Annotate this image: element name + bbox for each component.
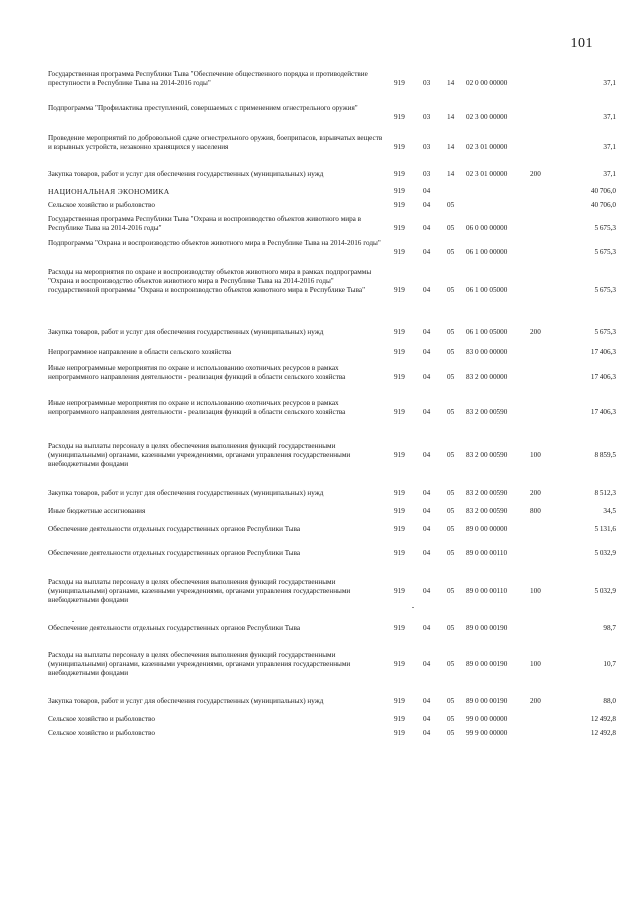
row-subsection-code: 05 bbox=[447, 507, 455, 515]
row-name: Иные непрограммные мероприятия по охране и использованию охотничьих ресурсов в рамках непрограммного направления деятельности - реализация функций в области сельского хозяйства bbox=[48, 364, 346, 381]
row-subsection-code: 05 bbox=[447, 549, 455, 557]
row-section-code: 04 bbox=[423, 328, 431, 336]
row-section-code: 04 bbox=[423, 286, 431, 294]
row-amount: 37,1 bbox=[603, 170, 616, 178]
row-subsection-code: 05 bbox=[447, 373, 455, 381]
row-target-article: 89 0 00 00110 bbox=[466, 549, 508, 557]
row-name: Закупка товаров, работ и услуг для обеспечения государственных (муниципальных) нужд bbox=[48, 489, 324, 497]
row-target-article: 02 3 01 00000 bbox=[466, 143, 508, 151]
row-section-code: 03 bbox=[423, 113, 431, 121]
row-ved-code: 919 bbox=[394, 224, 405, 232]
row-amount: 5 131,6 bbox=[594, 525, 616, 533]
row-section-code: 04 bbox=[423, 624, 431, 632]
row-ved-code: 919 bbox=[394, 187, 405, 195]
row-ved-code: 919 bbox=[394, 143, 405, 151]
row-section-code: 04 bbox=[423, 408, 431, 416]
row-target-article: 06 1 00 00000 bbox=[466, 248, 508, 256]
row-section-code: 04 bbox=[423, 729, 431, 737]
row-name: Закупка товаров, работ и услуг для обеспечения государственных (муниципальных) нужд bbox=[48, 170, 324, 178]
row-name: Иные непрограммные мероприятия по охране и использованию охотничьих ресурсов в рамках непрограммного направления деятельности - реализация функций в области сельского хозяйства bbox=[48, 399, 346, 416]
row-subsection-code: 05 bbox=[447, 660, 455, 668]
row-amount: 5 032,9 bbox=[594, 587, 616, 595]
row-expense-type: 200 bbox=[530, 328, 541, 336]
row-expense-type: 200 bbox=[530, 697, 541, 705]
row-name: Подпрограмма "Охрана и воспроизводство объектов животного мира в Республике Тыва на 2014-2016 годы" bbox=[48, 239, 381, 247]
row-name: Государственная программа Республики Тыва "Охрана и воспроизводство объектов животного мира в Республике Тыва на 2014-2016 годы" bbox=[48, 215, 362, 232]
row-target-article: 83 0 00 00000 bbox=[466, 348, 508, 356]
row-subsection-code: 05 bbox=[447, 729, 455, 737]
row-amount: 37,1 bbox=[603, 143, 616, 151]
row-ved-code: 919 bbox=[394, 286, 405, 294]
row-subsection-code: 05 bbox=[447, 624, 455, 632]
row-target-article: 83 2 00 00590 bbox=[466, 489, 508, 497]
row-name: Расходы на выплаты персоналу в целях обеспечения выполнения функций государственными (муниципальными) органами, казенными учреждениями, органами управления государственными внебюджетными фондами bbox=[48, 651, 351, 677]
row-name: Проведение мероприятий по добровольной сдаче огнестрельного оружия, боеприпасов, взрывчатых веществ и взрывных устройств, незаконно хранящихся у населения bbox=[48, 134, 383, 151]
row-amount: 5 675,3 bbox=[594, 286, 616, 294]
row-ved-code: 919 bbox=[394, 328, 405, 336]
row-name: Расходы на выплаты персоналу в целях обеспечения выполнения функций государственными (муниципальными) органами, казенными учреждениями, органами управления государственными внебюджетными фондами bbox=[48, 578, 351, 604]
row-amount: 98,7 bbox=[603, 624, 616, 632]
row-target-article: 89 0 00 00190 bbox=[466, 660, 508, 668]
row-target-article: 89 0 00 00190 bbox=[466, 624, 508, 632]
row-section-code: 03 bbox=[423, 143, 431, 151]
row-ved-code: 919 bbox=[394, 489, 405, 497]
row-subsection-code: 05 bbox=[447, 248, 455, 256]
row-amount: 17 406,3 bbox=[590, 348, 616, 356]
row-ved-code: 919 bbox=[394, 587, 405, 595]
row-amount: 12 492,8 bbox=[590, 715, 616, 723]
row-expense-type: 100 bbox=[530, 660, 541, 668]
row-ved-code: 919 bbox=[394, 373, 405, 381]
row-section-code: 04 bbox=[423, 587, 431, 595]
row-amount: 5 675,3 bbox=[594, 224, 616, 232]
row-subsection-code: 05 bbox=[447, 697, 455, 705]
row-amount: 8 512,3 bbox=[594, 489, 616, 497]
row-target-article: 89 0 00 00110 bbox=[466, 587, 508, 595]
row-amount: 8 859,5 bbox=[594, 451, 616, 459]
row-section-code: 03 bbox=[423, 170, 431, 178]
page-number: 101 bbox=[570, 36, 593, 51]
row-target-article: 83 2 00 00590 bbox=[466, 408, 508, 416]
row-subsection-code: 14 bbox=[447, 79, 455, 87]
row-section-code: 04 bbox=[423, 507, 431, 515]
row-name: Расходы на мероприятия по охране и воспроизводству объектов животного мира в рамках подпрограммы "Охрана и воспроизводство объектов животного мира в Республике Тыва на 2014-2016 годы" государственной программы "Охрана и воспроизводство объектов животного мира в Республике Тыва" bbox=[48, 268, 372, 294]
row-target-article: 02 0 00 00000 bbox=[466, 79, 508, 87]
row-subsection-code: 05 bbox=[447, 489, 455, 497]
row-target-article: 06 0 00 00000 bbox=[466, 224, 508, 232]
row-ved-code: 919 bbox=[394, 715, 405, 723]
row-section-code: 04 bbox=[423, 224, 431, 232]
row-name: Закупка товаров, работ и услуг для обеспечения государственных (муниципальных) нужд bbox=[48, 328, 324, 336]
row-target-article: 99 0 00 00000 bbox=[466, 715, 508, 723]
row-amount: 40 706,0 bbox=[590, 187, 616, 195]
row-subsection-code: 05 bbox=[447, 286, 455, 294]
row-name: Непрограммное направление в области сельского хозяйства bbox=[48, 348, 232, 356]
row-name: Государственная программа Республики Тыва "Обеспечение общественного порядка и противодействие преступности в Республике Тыва на 2014-2016 годы" bbox=[48, 70, 368, 87]
row-section-code: 04 bbox=[423, 660, 431, 668]
row-section-code: 04 bbox=[423, 489, 431, 497]
row-amount: 88,0 bbox=[603, 697, 616, 705]
row-expense-type: 100 bbox=[530, 451, 541, 459]
row-amount: 12 492,8 bbox=[590, 729, 616, 737]
row-target-article: 83 2 00 00000 bbox=[466, 373, 508, 381]
row-name: Иные бюджетные ассигнования bbox=[48, 507, 146, 515]
row-name: Обеспечение деятельности отдельных государственных органов Республики Тыва bbox=[48, 549, 301, 557]
row-target-article: 99 9 00 00000 bbox=[466, 729, 508, 737]
row-ved-code: 919 bbox=[394, 624, 405, 632]
row-name: Обеспечение деятельности отдельных государственных органов Республики Тыва bbox=[48, 525, 301, 533]
row-section-code: 04 bbox=[423, 187, 431, 195]
row-section-code: 04 bbox=[423, 525, 431, 533]
row-subsection-code: 05 bbox=[447, 201, 455, 209]
row-target-article: 89 0 00 00000 bbox=[466, 525, 508, 533]
row-target-article: 83 2 00 00590 bbox=[466, 451, 508, 459]
row-ved-code: 919 bbox=[394, 507, 405, 515]
row-name: Подпрограмма "Профилактика преступлений, совершаемых с применением огнестрельного оружия" bbox=[48, 104, 358, 112]
row-name: НАЦИОНАЛЬНАЯ ЭКОНОМИКА bbox=[48, 187, 170, 196]
row-subsection-code: 05 bbox=[447, 715, 455, 723]
row-ved-code: 919 bbox=[394, 348, 405, 356]
row-amount: 37,1 bbox=[603, 113, 616, 121]
row-target-article: 02 3 01 00000 bbox=[466, 170, 508, 178]
row-ved-code: 919 bbox=[394, 549, 405, 557]
row-ved-code: 919 bbox=[394, 113, 405, 121]
row-section-code: 04 bbox=[423, 697, 431, 705]
row-target-article: 06 1 00 05000 bbox=[466, 328, 508, 336]
row-amount: 10,7 bbox=[603, 660, 616, 668]
row-section-code: 04 bbox=[423, 715, 431, 723]
row-amount: 40 706,0 bbox=[590, 201, 616, 209]
row-section-code: 04 bbox=[423, 248, 431, 256]
row-name: Сельское хозяйство и рыболовство bbox=[48, 729, 155, 737]
row-target-article: 02 3 00 00000 bbox=[466, 113, 508, 121]
row-expense-type: 800 bbox=[530, 507, 541, 515]
row-subsection-code: 05 bbox=[447, 348, 455, 356]
row-ved-code: 919 bbox=[394, 201, 405, 209]
row-section-code: 04 bbox=[423, 549, 431, 557]
row-expense-type: 100 bbox=[530, 587, 541, 595]
row-subsection-code: 05 bbox=[447, 224, 455, 232]
row-subsection-code: 05 bbox=[447, 525, 455, 533]
row-section-code: 03 bbox=[423, 79, 431, 87]
row-section-code: 04 bbox=[423, 201, 431, 209]
scan-speck bbox=[72, 621, 74, 622]
row-subsection-code: 14 bbox=[447, 143, 455, 151]
row-target-article: 83 2 00 00590 bbox=[466, 507, 508, 515]
row-amount: 34,5 bbox=[603, 507, 616, 515]
row-ved-code: 919 bbox=[394, 408, 405, 416]
row-ved-code: 919 bbox=[394, 451, 405, 459]
scan-speck bbox=[412, 607, 414, 608]
row-subsection-code: 14 bbox=[447, 113, 455, 121]
row-name: Сельское хозяйство и рыболовство bbox=[48, 201, 155, 209]
row-ved-code: 919 bbox=[394, 660, 405, 668]
row-name: Закупка товаров, работ и услуг для обеспечения государственных (муниципальных) нужд bbox=[48, 697, 324, 705]
row-ved-code: 919 bbox=[394, 697, 405, 705]
row-amount: 17 406,3 bbox=[590, 408, 616, 416]
row-amount: 5 675,3 bbox=[594, 328, 616, 336]
row-ved-code: 919 bbox=[394, 729, 405, 737]
row-subsection-code: 05 bbox=[447, 408, 455, 416]
row-target-article: 89 0 00 00190 bbox=[466, 697, 508, 705]
row-amount: 5 032,9 bbox=[594, 549, 616, 557]
row-section-code: 04 bbox=[423, 451, 431, 459]
row-name: Обеспечение деятельности отдельных государственных органов Республики Тыва bbox=[48, 624, 301, 632]
row-target-article: 06 1 00 05000 bbox=[466, 286, 508, 294]
row-section-code: 04 bbox=[423, 348, 431, 356]
row-ved-code: 919 bbox=[394, 525, 405, 533]
row-amount: 5 675,3 bbox=[594, 248, 616, 256]
row-subsection-code: 05 bbox=[447, 328, 455, 336]
row-section-code: 04 bbox=[423, 373, 431, 381]
row-subsection-code: 05 bbox=[447, 451, 455, 459]
row-expense-type: 200 bbox=[530, 170, 541, 178]
row-amount: 17 406,3 bbox=[590, 373, 616, 381]
row-amount: 37,1 bbox=[603, 79, 616, 87]
row-subsection-code: 14 bbox=[447, 170, 455, 178]
row-subsection-code: 05 bbox=[447, 587, 455, 595]
row-name: Сельское хозяйство и рыболовство bbox=[48, 715, 155, 723]
row-ved-code: 919 bbox=[394, 170, 405, 178]
row-expense-type: 200 bbox=[530, 489, 541, 497]
row-name: Расходы на выплаты персоналу в целях обеспечения выполнения функций государственными (муниципальными) органами, казенными учреждениями, органами управления государственными внебюджетными фондами bbox=[48, 442, 351, 468]
row-ved-code: 919 bbox=[394, 248, 405, 256]
row-ved-code: 919 bbox=[394, 79, 405, 87]
